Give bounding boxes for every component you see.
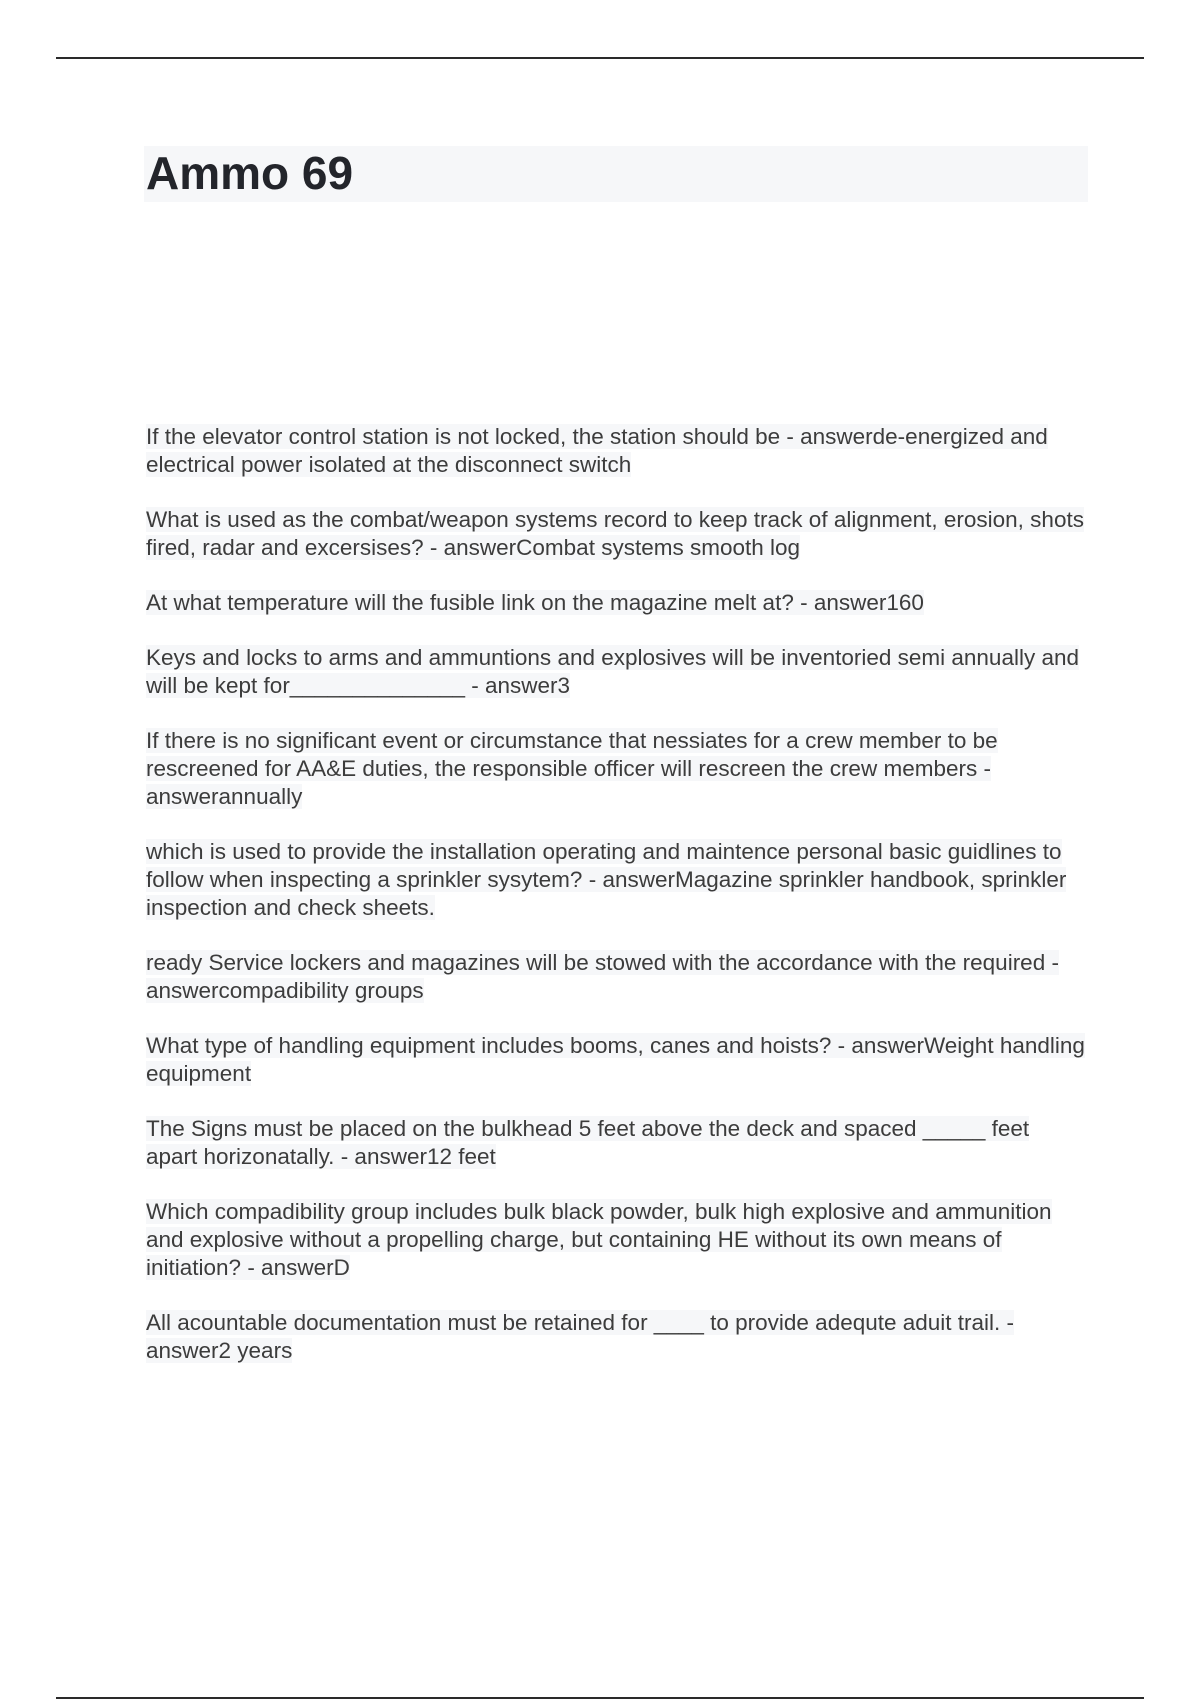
qa-item (146, 1198, 1086, 1282)
qa-text: If there is no significant event or circumstance that nessiates for a crew member to be rescreened for AA&E duties, the responsible officer will rescreen the crew members - answerannually (146, 728, 998, 809)
qa-text: The Signs must be placed on the bulkhead 5 feet above the deck and spaced _____ feet apart horizonatally. - answer12 feet (146, 1116, 1030, 1169)
qa-item (146, 423, 1086, 479)
qa-item (146, 1032, 1086, 1088)
top-rule (56, 57, 1144, 59)
qa-text: All acountable documentation must be retained for ____ to provide adequte aduit trail. - answer2 years (146, 1310, 1015, 1363)
qa-text: Keys and locks to arms and ammuntions and explosives will be inventoried semi annually and will be kept for______________ - answer3 (146, 645, 1079, 698)
qa-text: If the elevator control station is not locked, the station should be - answerde-energized and electrical power isolated at the disconnect switch (146, 424, 1048, 477)
qa-item (146, 644, 1086, 700)
qa-text: What type of handling equipment includes booms, canes and hoists? - answerWeight handling equipment (146, 1033, 1085, 1086)
qa-list (146, 423, 1086, 1392)
bottom-rule (56, 1697, 1144, 1699)
qa-text: which is used to provide the installation operating and maintence personal basic guidlines to follow when inspecting a sprinkler sysytem? - answerMagazine sprinkler handbook, sprinkler inspection and check sheets. (146, 839, 1067, 920)
qa-text: What is used as the combat/weapon systems record to keep track of alignment, erosion, shots fired, radar and excersises? - answerCombat systems smooth log (146, 507, 1084, 560)
qa-text: ready Service lockers and magazines will be stowed with the accordance with the required - answercompadibility groups (146, 950, 1059, 1003)
document-title: Ammo 69 (146, 147, 354, 199)
qa-text: At what temperature will the fusible link on the magazine melt at? - answer160 (146, 590, 924, 615)
qa-item (146, 589, 1086, 617)
qa-item (146, 949, 1086, 1005)
qa-item (146, 727, 1086, 811)
qa-item (146, 506, 1086, 562)
qa-item (146, 838, 1086, 922)
qa-text: Which compadibility group includes bulk black powder, bulk high explosive and ammunition and explosive without a propelling charge, but containing HE without its own means of initiation? - answerD (146, 1199, 1052, 1280)
qa-item (146, 1309, 1086, 1365)
qa-item (146, 1115, 1086, 1171)
